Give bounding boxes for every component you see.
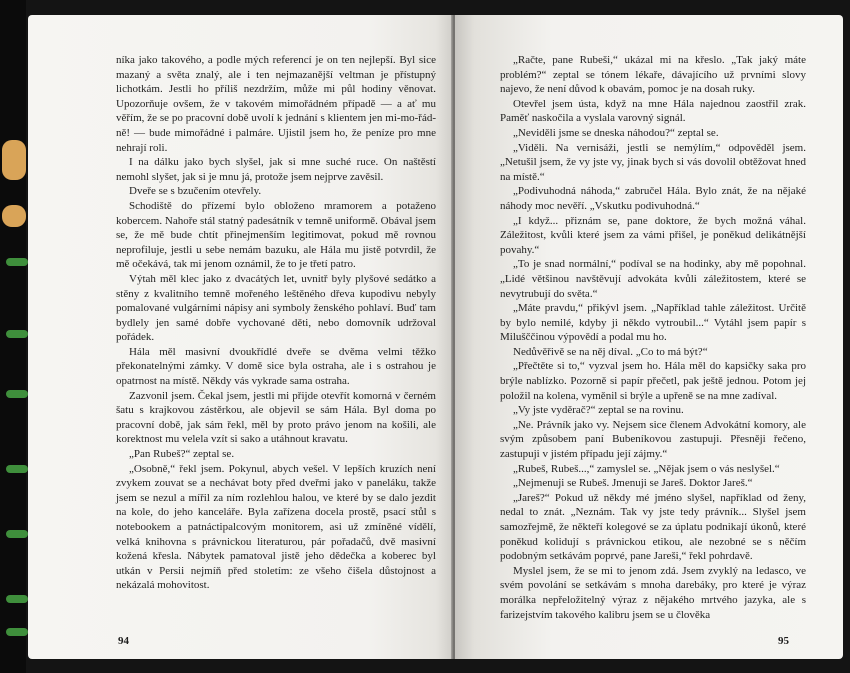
paragraph: níka jako takového, a podle mých referencí je on ten nejlepší. Byl sice mazaný a světa znalý, ale i ten nejmazanější veltman je přístupný lichotkám. Jestli ho příliš nezdržím, může mi půl hodiny věnovat. Upozorňuje ovšem, že v takovém mimořádném případě — a ať mu věřím, že se po pracovní době uvolí k jednání s klientem jen mi-mo-řád-ně! — bude mimořádné i palmáre. Ujistil jsem ho, že peníze pro mne nehrají roli. [116,54,436,154]
paragraph: I na dálku jako bych slyšel, jak si mne suché ruce. On naštěstí nemohl slyšet, jak si je mnu já, protože jsem nejprve zavěsil. [116,156,436,183]
paragraph: „Ne. Právník jako vy. Nejsem sice členem Advokátní komory, ale svým způsobem paní Bubeníkovou zastupuji. Přesněji řečeno, zastupuji v jistém případu její zájmy.“ [500,418,806,461]
paragraph: Hála měl masivní dvoukřídlé dveře se dvěma velmi těžko překonatelnými zámky. V domě sice byla ostraha, ale i s ostrahou je opatrnost na místě. Někdy vás vykrade sama ostraha. [116,345,436,388]
page-number: 94 [118,635,129,647]
paragraph: Myslel jsem, že se mi to jenom zdá. Jsem zvyklý na ledasco, ve svém povolání se setkávám s mnoha darebáky, pro které je výraz morálka nepřeložitelný výraz z nějakého mrtvého jazyka, ale s farizejstvím takového kalibru jsem se u člověka [500,564,806,621]
flower-decoration [2,140,26,180]
paragraph: Výtah měl klec jako z dvacátých let, uvnitř byly plyšové sedátko a stěny z kvalitního temně mořeného leštěného dřeva kupodivu nebyly pomalované vulgárními nápisy ani symboly ženského pohlaví. Buď tam bydlely jen samé dobře vychované děti, nebo domovník udržoval pořádek. [116,272,436,344]
paragraph: „Jareš?“ Pokud už někdy mé jméno slyšel, například od ženy, nedal to znát. „Neznám. Tak vy jste tedy právník... Slyšel jsem samozřejmě, že někteří kolegové se za úplatu podnikají úkonů, které poněkud kolidují s právnickou etikou, ale nezobné se s něčím podobným setkávám poprvé, pane Jareši,“ řekl pohrdavě. [500,491,806,563]
paragraph: Schodiště do přízemí bylo obloženo mramorem a potaženo kobercem. Nahoře stál statný padesátník v temně uniformě. Obával jsem se, že mě bude chtít přinejmenším legitimovat, pokud mě rovnou neprofiluje, jestli u sebe nemám bazuku, ale Hála mu jistě potvrdil, že mě očekává, tak mi jenom oznámil, že to je třetí patro. [116,199,436,271]
paragraph: „Viděli. Na vernisáži, jestli se nemýlím,“ odpověděl jsem. „Netušil jsem, že vy jste vy, jinak bych si vás dovolil obtěžovat hned na místě.“ [500,141,806,183]
paragraph: „Pan Rubeš?“ zeptal se. [129,448,235,461]
paragraph: „Přečtěte si to,“ vyzval jsem ho. Hála měl do kapsičky saka pro brýle nablízko. Pozorně si papír přečetl, pak ještě jednou. Potom jej položil na kolena, vyměnil si brýle a upřeně se na mne zadíval. [500,360,806,402]
leaf-decoration [6,595,28,603]
paragraph: „Máte pravdu,“ přikývl jsem. „Například tahle záležitost. Určitě by bylo nemilé, kdyby ji někdo vytroubil...“ Vytáhl jsem papír s Milušččinou výpovědí a podal mu ho. [500,302,806,344]
right-page [455,15,843,659]
leaf-decoration [6,465,28,473]
paragraph: Zazvonil jsem. Čekal jsem, jestli mi přijde otevřít komorná v černém šatu s krajkovou zástěrkou, ale objevil se sám Hála. Byl doma po pracovní době, jak sám řekl, měl by proto právo jenom na košili, ale korektnost mu velela vzít si sako a utáhnout kravatu. [116,389,436,446]
paragraph: „Vy jste vyděrač?“ zeptal se na rovinu. [513,404,684,417]
paragraph: „Rubeš, Rubeš...,“ zamyslel se. „Nějak jsem o vás neslyšel.“ [513,462,780,475]
left-page-text [116,53,436,593]
left-page [28,15,453,659]
paragraph: „To je snad normální,“ podíval se na hodinky, aby mě popohnal. „Lidé většinou navštěvují advokáta kvůli záležitostem, které se nevytrubují do světa.“ [500,258,806,300]
right-page-text [500,53,806,622]
paragraph: „Račte, pane Rubeši,“ ukázal mi na křeslo. „Tak jaký máte problém?“ zeptal se tónem lékaře, dávajícího už prvními slovy najevo, že není důvod k obavám, pomoc je na dosah ruky. [500,54,806,96]
leaf-decoration [6,628,28,636]
page-number: 95 [778,635,789,647]
paragraph: Otevřel jsem ústa, když na mne Hála najednou zaostřil zrak. Paměť naskočila a vyslala varovný signál. [500,97,806,125]
paragraph: „Nejmenuji se Rubeš. Jmenuji se Jareš. Doktor Jareš.“ [513,477,753,490]
paragraph: „Neviděli jsme se dneska náhodou?“ zeptal se. [513,126,719,139]
flower-decoration [2,205,26,227]
leaf-decoration [6,530,28,538]
leaf-decoration [6,390,28,398]
paragraph: Dveře se s bzučením otevřely. [129,185,262,198]
leaf-decoration [6,330,28,338]
leaf-decoration [6,258,28,266]
paragraph: Nedůvěřivě se na něj díval. „Co to má být?“ [513,345,708,358]
paragraph: „Podivuhodná náhoda,“ zabručel Hála. Bylo znát, že na nějaké náhody moc nevěří. „Vskutku podivuhodná.“ [500,185,806,212]
background-edge [0,0,26,673]
paragraph: „Osobně,“ řekl jsem. Pokynul, abych vešel. V lepších kruzích není zvykem zouvat se a nechávat boty před dveřmi jako v paneláku, takže jsem se nezul a mířil za ním rozlehlou halou, ve které by se dalo jezdit na kole, do jeho kanceláře. Byla zařízena docela prostě, psací stůl s notebookem a patnáctipalcovým monitorem, asi už zmíněné vídělí, velká knihovna s právnickou literaturou, pár pořadačů, dvě masivní kožená křesla. Nábytek pamatoval jistě jeho dědečka a koberec byl utkán v Persii nejmíň před stoletím: ze všeho čišela důstojnost a nekázalá mohovitost. [116,462,436,592]
paragraph: „I když... přiznám se, pane doktore, že bych možná váhal. Záležitost, kvůli které jsem za vámi přišel, je poněkud delikátnější povahy.“ [500,214,806,256]
